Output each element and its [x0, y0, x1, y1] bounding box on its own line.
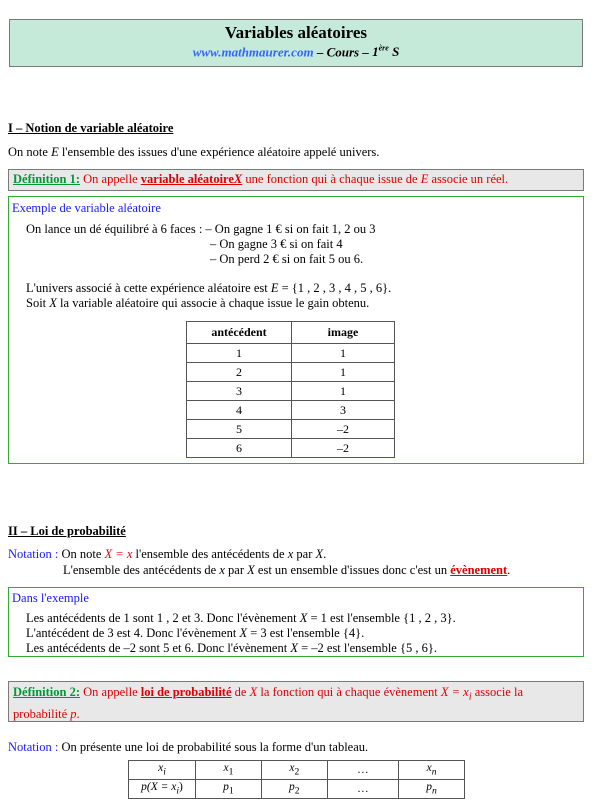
- definition-2-label: Définition 2:: [13, 685, 81, 699]
- subtitle-separator: –: [359, 44, 373, 60]
- event-term: évènement: [450, 563, 508, 577]
- example-2-title: Dans l'exemple: [12, 591, 89, 605]
- antecedent-image-table: [186, 321, 395, 458]
- table-row: 1 1: [187, 344, 395, 363]
- notation-1: Notation : On note X = x l'ensemble des antécédents de x par X.: [8, 547, 327, 561]
- table-row: 4 3: [187, 401, 395, 420]
- example-2-line: Les antécédents de –2 sont 5 et 6. Donc l'évènement X = –2 est l'ensemble {5 , 6}.: [26, 641, 437, 655]
- notation-label: Notation :: [8, 547, 59, 561]
- subtitle-separator: –: [313, 44, 327, 60]
- example-1-box: [8, 196, 584, 464]
- example-2-box: [8, 587, 584, 657]
- example-1-line: L'univers associé à cette expérience aléatoire est E = {1 , 2 , 3 , 4 , 5 , 6}.: [26, 281, 392, 295]
- probability-law-table: [128, 760, 465, 799]
- definition-2-term: loi de probabilité: [140, 685, 232, 699]
- table-header: image: [292, 322, 395, 344]
- level-label: 1ère S: [372, 44, 400, 60]
- section-1-title: I – Notion de variable aléatoire: [8, 121, 174, 135]
- definition-1-label: Définition 1:: [13, 172, 81, 186]
- title-box: [9, 19, 583, 67]
- example-1-line: On lance un dé équilibré à 6 faces : – On gagne 1 € si on fait 1, 2 ou 3: [26, 222, 376, 236]
- table-row: $x_i$ $x_1$ $x_2$ … $x_n$: [129, 761, 465, 780]
- page-subtitle: [10, 44, 582, 60]
- notation-label: Notation :: [8, 740, 59, 754]
- definition-1-box: Définition 1: On appelle variable aléatoireX une fonction qui à chaque issue de E associe un réel.: [8, 169, 584, 191]
- notation-2: Notation : On présente une loi de probabilité sous la forme d'un tableau.: [8, 740, 369, 754]
- example-1-line: – On perd 2 € si on fait 5 ou 6.: [210, 252, 364, 266]
- definition-2-box: Définition 2: On appelle loi de probabilité de X la fonction qui à chaque évènement $X = x_i$ associe la probabilité p.: [8, 681, 584, 722]
- example-1-line: – On gagne 3 € si on fait 4: [210, 237, 343, 251]
- table-header: antécédent: [187, 322, 292, 344]
- example-1-title: Exemple de variable aléatoire: [12, 201, 161, 215]
- course-label: Cours: [326, 44, 360, 60]
- example-2-line: L'antécédent de 3 est 4. Donc l'évènement X = 3 est l'ensemble {4}.: [26, 626, 365, 640]
- notation-1-line-2: L'ensemble des antécédents de x par X est un ensemble d'issues donc c'est un évènement.: [63, 563, 511, 577]
- section-1-intro: On note E l'ensemble des issues d'une expérience aléatoire appelé univers.: [8, 145, 380, 159]
- site-url[interactable]: www.mathmaurer.com: [192, 44, 314, 60]
- table-row: 5 –2: [187, 420, 395, 439]
- table-row: 6 –2: [187, 439, 395, 458]
- definition-1-term: variable aléatoire: [140, 172, 234, 186]
- table-row: 3 1: [187, 382, 395, 401]
- table-row: 2 1: [187, 363, 395, 382]
- example-1-line: Soit X la variable aléatoire qui associe à chaque issue le gain obtenu.: [26, 296, 370, 310]
- example-2-line: Les antécédents de 1 sont 1 , 2 et 3. Donc l'évènement X = 1 est l'ensemble {1 , 2 , 3}.: [26, 611, 456, 625]
- table-row: $p(X = x_i)$ $p_1$ $p_2$ … $p_n$: [129, 780, 465, 799]
- page-title: Variables aléatoires: [224, 23, 368, 42]
- section-2-title: II – Loi de probabilité: [8, 524, 126, 538]
